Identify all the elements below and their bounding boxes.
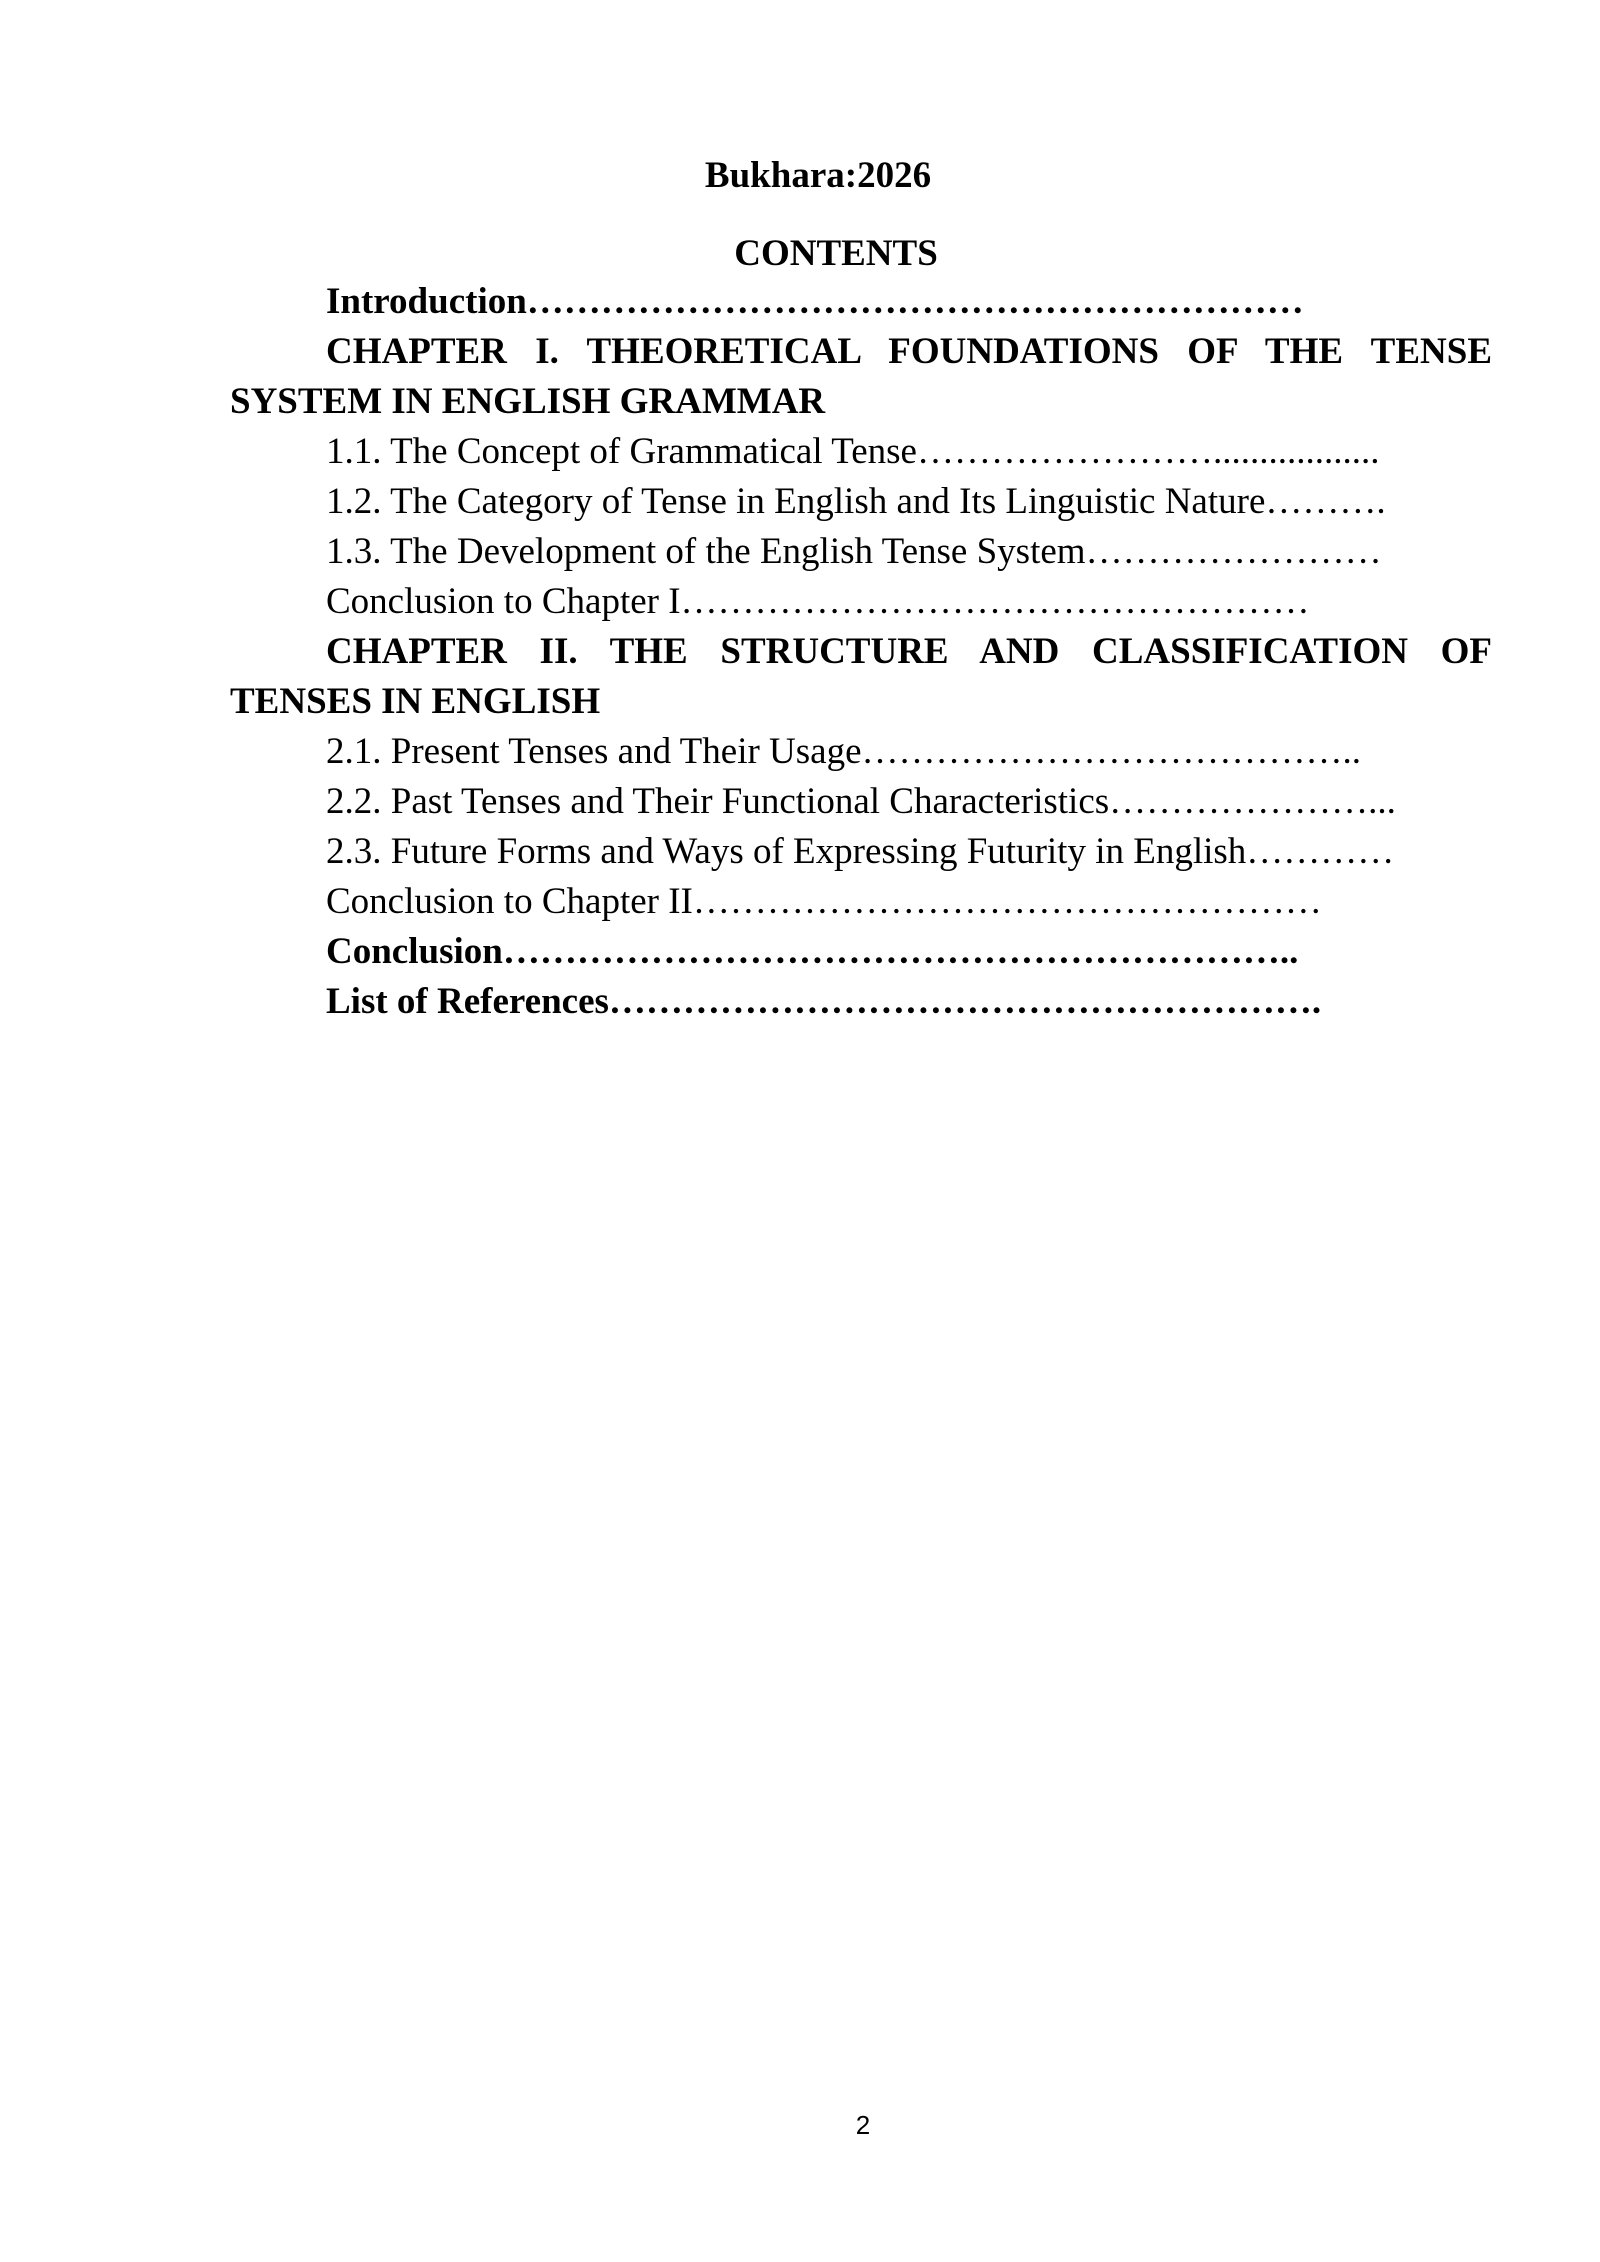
toc-entry-conclusion: Conclusion……………………………………………………….. — [326, 931, 1299, 972]
toc-entry-1-3: 1.3. The Development of the English Tense System…………………… — [326, 531, 1382, 572]
toc-entry-1-1: 1.1. The Concept of Grammatical Tense…………………….................. — [326, 431, 1380, 472]
toc-entry-chapter-2-conclusion: Conclusion to Chapter II…………………………………………… — [326, 881, 1322, 922]
toc-entry-2-3: 2.3. Future Forms and Ways of Expressing Futurity in English………… — [326, 831, 1395, 872]
toc-entry-2-2: 2.2. Past Tenses and Their Functional Characteristics…………………... — [326, 781, 1396, 822]
page-number: 2 — [855, 2110, 871, 2140]
toc-entry-2-1: 2.1. Present Tenses and Their Usage………………………………….. — [326, 731, 1362, 772]
table-of-contents — [230, 277, 1492, 1027]
place-year-heading: Bukhara:2026 — [704, 155, 932, 196]
toc-entry-1-2: 1.2. The Category of Tense in English and Its Linguistic Nature………. — [326, 481, 1386, 522]
toc-entry-chapter-1-conclusion: Conclusion to Chapter I…………………………………………… — [326, 581, 1310, 622]
toc-entry-references: List of References…………………………………………………. — [326, 981, 1322, 1022]
toc-entry-introduction: Introduction……………………………………………………… — [326, 281, 1304, 322]
contents-title: CONTENTS — [734, 233, 938, 274]
toc-chapter-1-title: CHAPTER I. THEORETICAL FOUNDATIONS OF THE TENSE SYSTEM IN ENGLISH GRAMMAR — [230, 331, 1492, 422]
toc-chapter-2-title: CHAPTER II. THE STRUCTURE AND CLASSIFICATION OF TENSES IN ENGLISH — [230, 631, 1492, 722]
